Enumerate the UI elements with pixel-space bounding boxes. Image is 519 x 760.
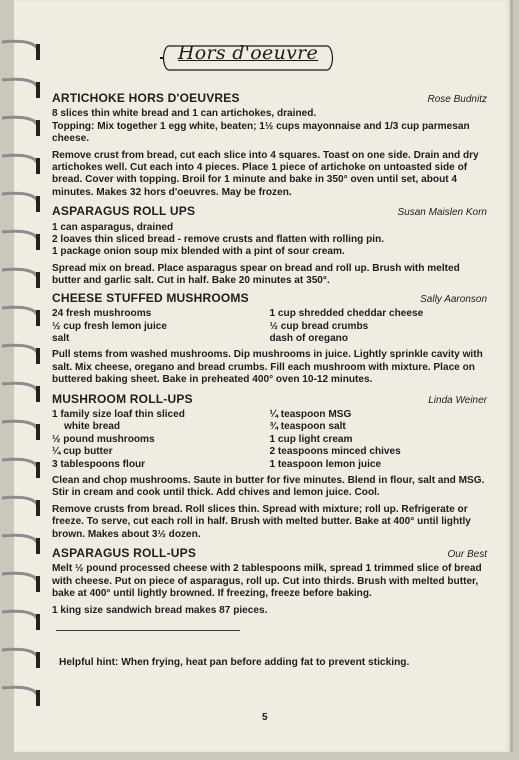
divider-line [56,630,240,631]
ingredient-line: 1 can asparagus, drained [52,221,174,233]
recipe-title: ASPARAGUS ROLL-UPS [52,546,197,560]
ingredient-line: 2 teaspoons minced chives [269,446,401,458]
recipe-text: Clean and chop mushrooms. Saute in butter for five minutes. Blend in flour, salt and MSG. Stir in cream and cook until thick. Add chives and lemon juice. Cool. [52,474,485,499]
recipe-author: Sally Aaronson [420,293,487,305]
ingredient-line: 1 cup light cream [269,433,353,445]
ingredient-line: ¼ cup butter [52,446,113,458]
recipe-title: ASPARAGUS ROLL UPS [52,204,196,219]
ingredient-line: 1 package onion soup mix blended with a pint of sour cream. [52,246,345,258]
recipe-author: Susan Maislen Korn [397,207,487,219]
recipe-text: 8 slices thin white bread and 1 can artichokes, drained. [52,108,317,120]
ingredient-line: salt [52,332,70,344]
recipe-text: Topping: Mix together 1 egg white, beaten; 1½ cups mayonnaise and 1/3 cup parmesan cheese. [52,120,470,145]
ingredient-line: 24 fresh mushrooms [52,308,152,320]
recipe [52,292,487,387]
recipe [52,547,487,617]
ingredient-line: 2 loaves thin sliced bread - remove crusts and flatten with rolling pin. [52,234,385,246]
recipe-author: Rose Budnitz [427,94,487,105]
recipe-title: MUSHROOM ROLL-UPS [52,391,193,406]
ingredient-line: dash of oregano [269,332,349,344]
recipe [52,92,487,199]
ingredient-line: 3 tablespoons flour [52,458,146,470]
ingredient-line: ½ pound mushrooms [52,433,155,445]
recipe-text: Melt ½ pound processed cheese with 2 tablespoons milk, spread 1 trimmed slice of bread with cheese. Put on piece of asparagus, roll up. Cut into thirds. Brush with melted butter, bake at 400° until lightly browned. If freezing, freeze before baking. [52,563,482,600]
ingredient-line: ¾ teaspoon salt [269,421,346,433]
recipe-author: Linda Weiner [428,394,487,406]
recipe-text: Spread mix on bread. Place asparagus spear on bread and roll up. Brush with melted butter and garlic salt. Cut in half. Bake 20 minutes at 350°. [52,262,460,287]
ingredient-line: 1 family size loaf thin sliced [52,408,185,420]
recipe-text: 1 king size sandwich bread makes 87 pieces. [52,604,268,616]
helpful-hint: Helpful hint: When frying, heat pan before adding fat to prevent sticking. [59,657,410,668]
recipe-title: ARTICHOKE HORS D'OEUVRES [52,91,240,105]
page-number: 5 [262,712,268,723]
recipe-list [52,86,487,621]
section-title: Hors d'oeuvre [177,42,319,64]
recipe-text: Remove crust from bread, cut each slice into 4 squares. Toast on one side. Drain and dry artichokes well. Cut each into 4 pieces. Place 1 piece of artichoke on untoasted side of bread. Cover with topping. Broil for 1 minute and bake in 350° oven until set, about 4 minutes. Makes 32 hors d'oeuvres. May be frozen. [52,149,479,198]
ingredient-line: white bread [64,421,121,433]
recipe [52,205,487,287]
ingredient-line: ½ cup bread crumbs [269,320,369,332]
ingredient-line: ¼ teaspoon MSG [269,408,352,420]
recipe-author: Our Best [447,549,487,560]
section-title-banner [160,38,336,78]
spiral-binding [0,0,44,760]
recipe [52,393,487,541]
ingredient-line: 1 cup shredded cheddar cheese [269,308,424,320]
recipe-text: Remove crusts from bread. Roll slices thin. Spread with mixture; roll up. Refrigerate or freeze. To serve, cut each roll in half. Brush with melted butter. Bake at 400° until lightly brown. Makes about 3½ dozen. [52,503,471,540]
ingredient-line: 1 teaspoon lemon juice [269,458,382,470]
recipe-title: CHEESE STUFFED MUSHROOMS [52,290,249,305]
recipe-text: Pull stems from washed mushrooms. Dip mushrooms in juice. Lightly sprinkle cavity with salt. Mix cheese, oregano and bread crumbs. Fill each mushroom with mixture. Place on buttered baking sheet. Bake in preheated 400° oven 10-12 minutes. [52,349,483,386]
ingredient-line: ½ cup fresh lemon juice [52,320,167,332]
